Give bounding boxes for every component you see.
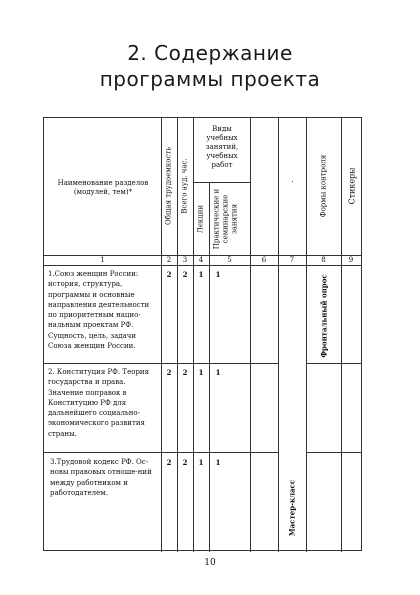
- page-title-line-1: 2. Содержание: [127, 41, 293, 65]
- row-2-total-labor: 2: [166, 368, 172, 377]
- col-number: 1: [100, 256, 105, 264]
- col-number: 9: [348, 256, 354, 264]
- grid-line: [306, 118, 307, 552]
- header-practical: Практические и семинарские занятия: [212, 188, 239, 250]
- row-3-total-labor: 2: [166, 458, 172, 467]
- page-title-line-2: программы проекта: [99, 67, 321, 91]
- header-total-classroom: Всего ауд. час.: [180, 158, 189, 214]
- header-stickers: Стикеры: [347, 167, 357, 205]
- row-3-name: 3.Трудовой кодекс РФ. Ос-новы правовых отноше-ний между работником и работодателем.: [50, 458, 152, 497]
- header-control-forms: Формы контроля: [319, 154, 328, 218]
- program-content-table: [43, 117, 362, 551]
- grid-line: [306, 363, 361, 364]
- row-1-practical: 1: [215, 270, 221, 279]
- row-1-total-classroom: 2: [182, 270, 188, 279]
- col-number: 4: [198, 256, 204, 264]
- grid-line: [341, 118, 342, 552]
- page-title: [0, 40, 420, 92]
- page-number: 10: [204, 558, 216, 568]
- header-study-types: Виды учебных занятий, учебных работ: [205, 125, 239, 169]
- row-2-total-classroom: 2: [182, 368, 188, 377]
- grid-line: [193, 182, 250, 183]
- header-total-labor: Общая трудоемкость: [164, 146, 173, 226]
- grid-line: [250, 118, 251, 552]
- grid-line: [193, 118, 194, 552]
- col-number: 2: [166, 256, 172, 264]
- frontal-survey-label: Фронтальный опрос: [319, 274, 329, 358]
- grid-line: [44, 363, 278, 364]
- row-1-total-labor: 2: [166, 270, 172, 279]
- col-number: 6: [261, 256, 267, 264]
- col-number: 7: [289, 256, 295, 264]
- row-2-lectures: 1: [198, 368, 204, 377]
- row-1-name: 1.Союз женщин России: история, структура, программы и основные направления деятельности по приоритетным нацио-нальным проектам РФ. Сущность, цель, задачи Союза женщин России.: [48, 270, 150, 351]
- row-2-name: 2. Конституция РФ. Теория государства и права. Значение поправок в Конституцию РФ для дальнейшего социально-экономического развития страны.: [48, 368, 150, 438]
- grid-line: [306, 452, 361, 453]
- row-3-practical: 1: [215, 458, 221, 467]
- grid-line: [161, 118, 162, 552]
- row-1-lectures: 1: [198, 270, 204, 279]
- col-number: 3: [182, 256, 188, 264]
- grid-line: [44, 265, 361, 266]
- col-number: 5: [227, 256, 232, 264]
- header-name: Наименование разделов (модулей, тем)*: [57, 179, 149, 196]
- col-number: 8: [321, 256, 326, 264]
- row-3-lectures: 1: [198, 458, 204, 467]
- row-3-total-classroom: 2: [182, 458, 188, 467]
- grid-line: [209, 182, 210, 552]
- header-dot: .: [291, 176, 294, 184]
- grid-line: [44, 452, 278, 453]
- row-2-practical: 1: [215, 368, 221, 377]
- master-class-label: Мастер-класс: [287, 479, 297, 537]
- header-lectures: Лекции: [196, 204, 205, 234]
- grid-line: [177, 118, 178, 552]
